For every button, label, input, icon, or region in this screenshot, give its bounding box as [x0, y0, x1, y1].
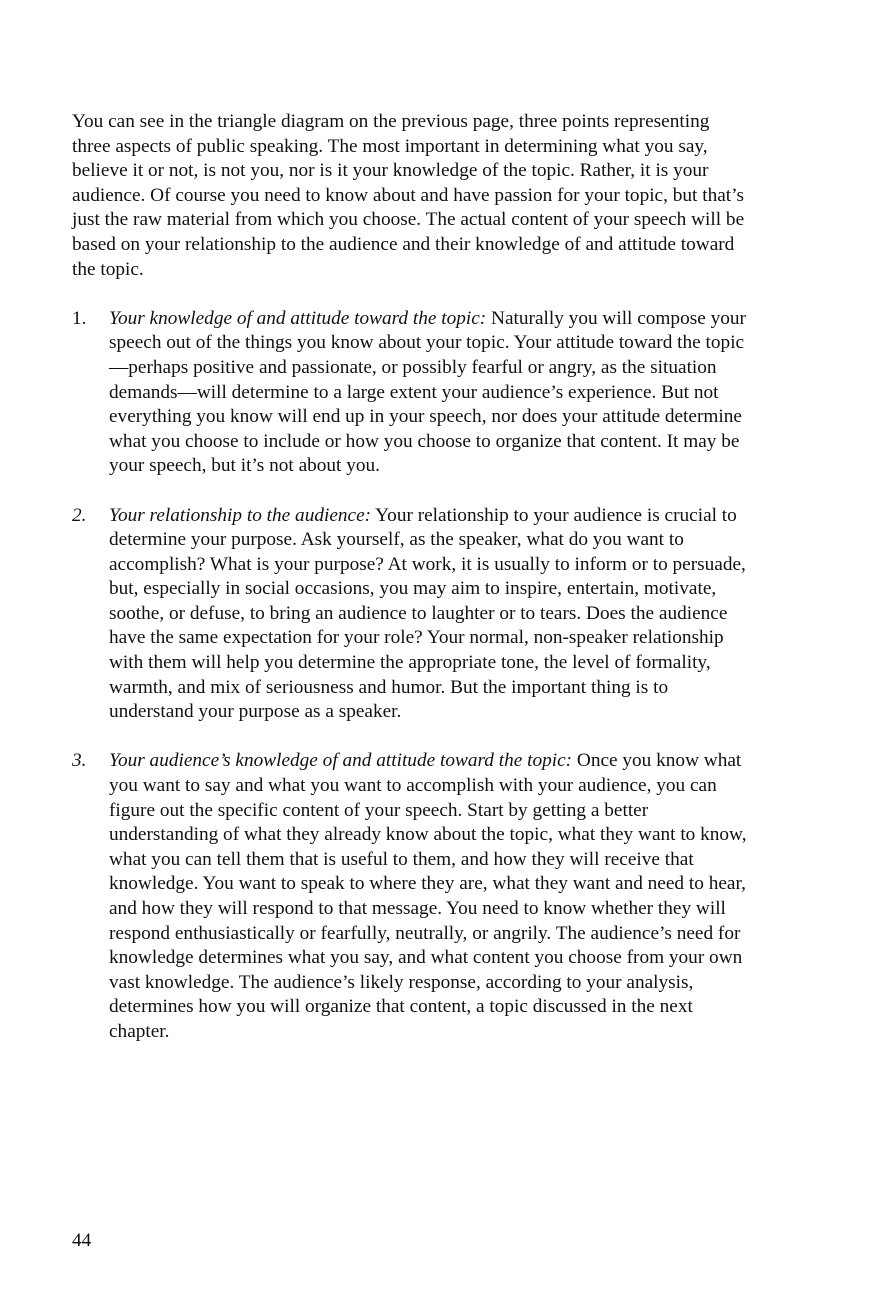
list-item-2 — [72, 504, 752, 725]
list-item-lead: Your relationship to the audience: — [109, 504, 372, 526]
list-item-3 — [72, 749, 752, 1044]
list-number: 2. — [72, 504, 87, 526]
list-item-lead: Your audience’s knowledge of and attitude toward the topic: — [109, 750, 573, 772]
list-item-body: Your relationship to your audience is crucial to determine your purpose. Ask yourself, as the speaker, what do you want to accomplish? What is your purpose? At work, it is usually to inform or to persuade, but, especially in social occasions, you may aim to inspire, entertain, motivate, soothe, or defuse, to bring an audience to laughter or to tears. Does the audience have the same expectation for your role? Your normal, non-speaker relationship with them will help you determine the appropriate tone, the level of formality, warmth, and mix of seriousness and humor. But the important thing is to understand your purpose as a speaker. — [109, 504, 746, 723]
page-body — [72, 110, 752, 1069]
list-item-1 — [72, 307, 752, 479]
list-item-body: Naturally you will compose your speech out of the things you know about your topic. Your attitude toward the topic—perhaps positive and passionate, or possibly fearful or angry, as the situation demands—will determine to a large extent your audience’s experience. But not everything you know will end up in your speech, nor does your attitude determine what you choose to include or how you choose to organize that content. It may be your speech, but it’s not about you. — [109, 307, 746, 477]
list-item-lead: Your knowledge of and attitude toward the topic: — [109, 307, 487, 329]
page-number: 44 — [72, 1230, 92, 1251]
list-number: 3. — [72, 750, 87, 772]
intro-paragraph: You can see in the triangle diagram on the previous page, three points representing three aspects of public speaking. The most important in determining what you say, believe it or not, is not you, nor is it your knowledge of the topic. Rather, it is your audience. Of course you need to know about and have passion for your topic, but that’s just the raw material from which you choose. The actual content of your speech will be based on your relationship to the audience and their knowledge of and attitude toward the topic. — [72, 111, 745, 280]
list-number: 1. — [72, 307, 87, 329]
list-item-body: Once you know what you want to say and what you want to accomplish with your audience, you can figure out the specific content of your speech. Start by getting a better understanding of what they already know about the topic, what they want to know, what you can tell them that is useful to them, and how they will receive that knowledge. You want to speak to where they are, what they want and need to hear, and how they will respond to that message. You need to know whether they will respond enthusiastically or fearfully, neutrally, or angrily. The audience’s need for knowledge determines what you say, and what content you choose from your own vast knowledge. The audience’s likely response, according to your analysis, determines how you will organize that content, a topic discussed in the next chapter. — [109, 750, 747, 1042]
